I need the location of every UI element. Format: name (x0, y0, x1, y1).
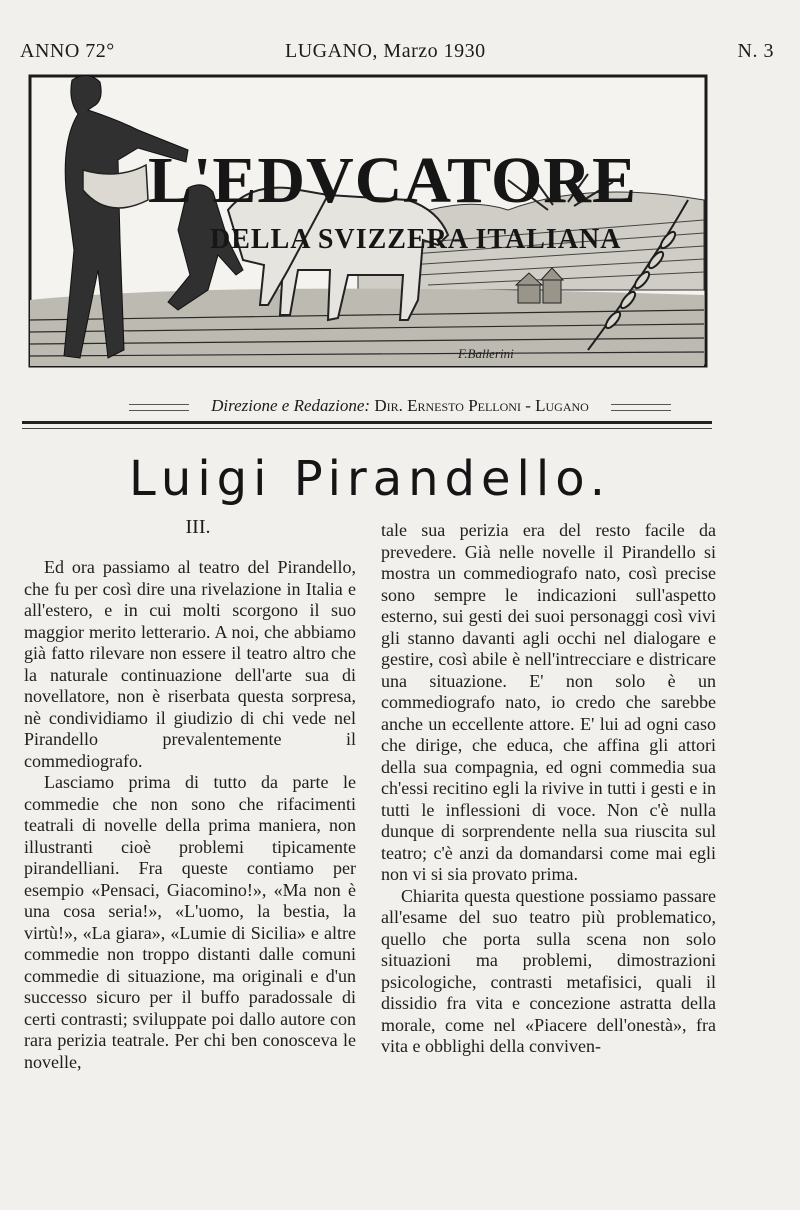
masthead (28, 70, 708, 370)
header-rule-thin (22, 428, 712, 429)
decorative-rule-right (611, 404, 671, 411)
direction-label: Direzione e Redazione: (211, 396, 371, 415)
paragraph: tale sua perizia era del resto facile da prevedere. Già nelle novelle il Pirandello si mostra un commediografo nato, così precise sono sempre le indicazioni sull'aspetto esterno, sui gesti dei suoi personaggi così vivi gli stanno davanti agli occhi nel dialogare e gestire, così abile è nell'intrecciare e districare una situazione. E' non solo è un commediografo nato, io credo che sarebbe anche un eccellente attore. E' lui ad ogni caso che dirige, che educa, che affina gli attori della sua compagnia, ed ogni commedia sua ch'essi recitino egli la rivive in tutti i gesti e in tutti le inflessioni di voce. Non c'è nulla dunque di sorprendente nella sua riuscita sul teatro; c'è anzi da domandarsi come mai egli non vi si sia provato prima. (381, 520, 716, 884)
section-number: III. (185, 516, 211, 538)
issue-header (20, 40, 780, 70)
paragraph: Chiarita questa questione possiamo passare all'esame del suo teatro più problematico, quello che porta sulla scena non solo situazioni ma problemi, dimostrazioni psicologiche, contrasti metafisici, quali il dissidio fra vita e concezione astratta della morale, come nel «Piacere dell'onestà», fra vita e obblighi della conviven- (381, 885, 716, 1056)
journal-subtitle: DELLA SVIZZERA ITALIANA (210, 224, 622, 255)
paragraph: Ed ora passiamo al teatro del Pirandello, che fu per così dire una rivelazione in Italia e all'estero, e in cui molti scorgono il suo maggior merito letterario. A noi, che abbiamo già fatto rilevare non essere il teatro altro che la naturale continuazione dell'arte sua di novellatore, non è riserbata questa sorpresa, nè condividiamo il giudizio di chi vede nel Pirandello prevalentemente il commediografo. (24, 557, 356, 771)
director-name: Dir. Ernesto Pelloni - Lugano (374, 396, 589, 415)
masthead-illustration (28, 70, 708, 370)
article-title: Luigi Pirandello. (129, 451, 611, 507)
issue-number: N. 3 (737, 40, 774, 62)
place-date: LUGANO, Marzo 1930 (285, 40, 486, 62)
header-rule-thick (22, 421, 712, 424)
volume-label: ANNO 72° (20, 40, 115, 62)
decorative-rule-left (129, 404, 189, 411)
journal-title: L'EDVCATORE (148, 144, 637, 217)
column-right (381, 520, 716, 1058)
artist-signature: F.Ballerini (458, 346, 514, 361)
column-left (24, 557, 356, 1073)
paragraph: Lasciamo prima di tutto da parte le commedie che non sono che rifacimenti teatrali di novelle della prima maniera, non illustranti cioè problemi tipicamente pirandelliani. Fra queste contiamo per esempio «Pensaci, Giacomino!», «Ma non è una cosa seria!», «L'uomo, la bestia, la virtù!», «La giara», «Lumie di Sicilia» e altre commedie non troppo distanti dalle comuni commedie di situazione, ma originali e d'un successo sicuro per il buffo paradossale di certi contrasti; sviluppate poi dallo autore con rara perizia teatrale. Per chi ben conosceva le novelle, (24, 772, 356, 1072)
editorial-line (0, 396, 800, 416)
